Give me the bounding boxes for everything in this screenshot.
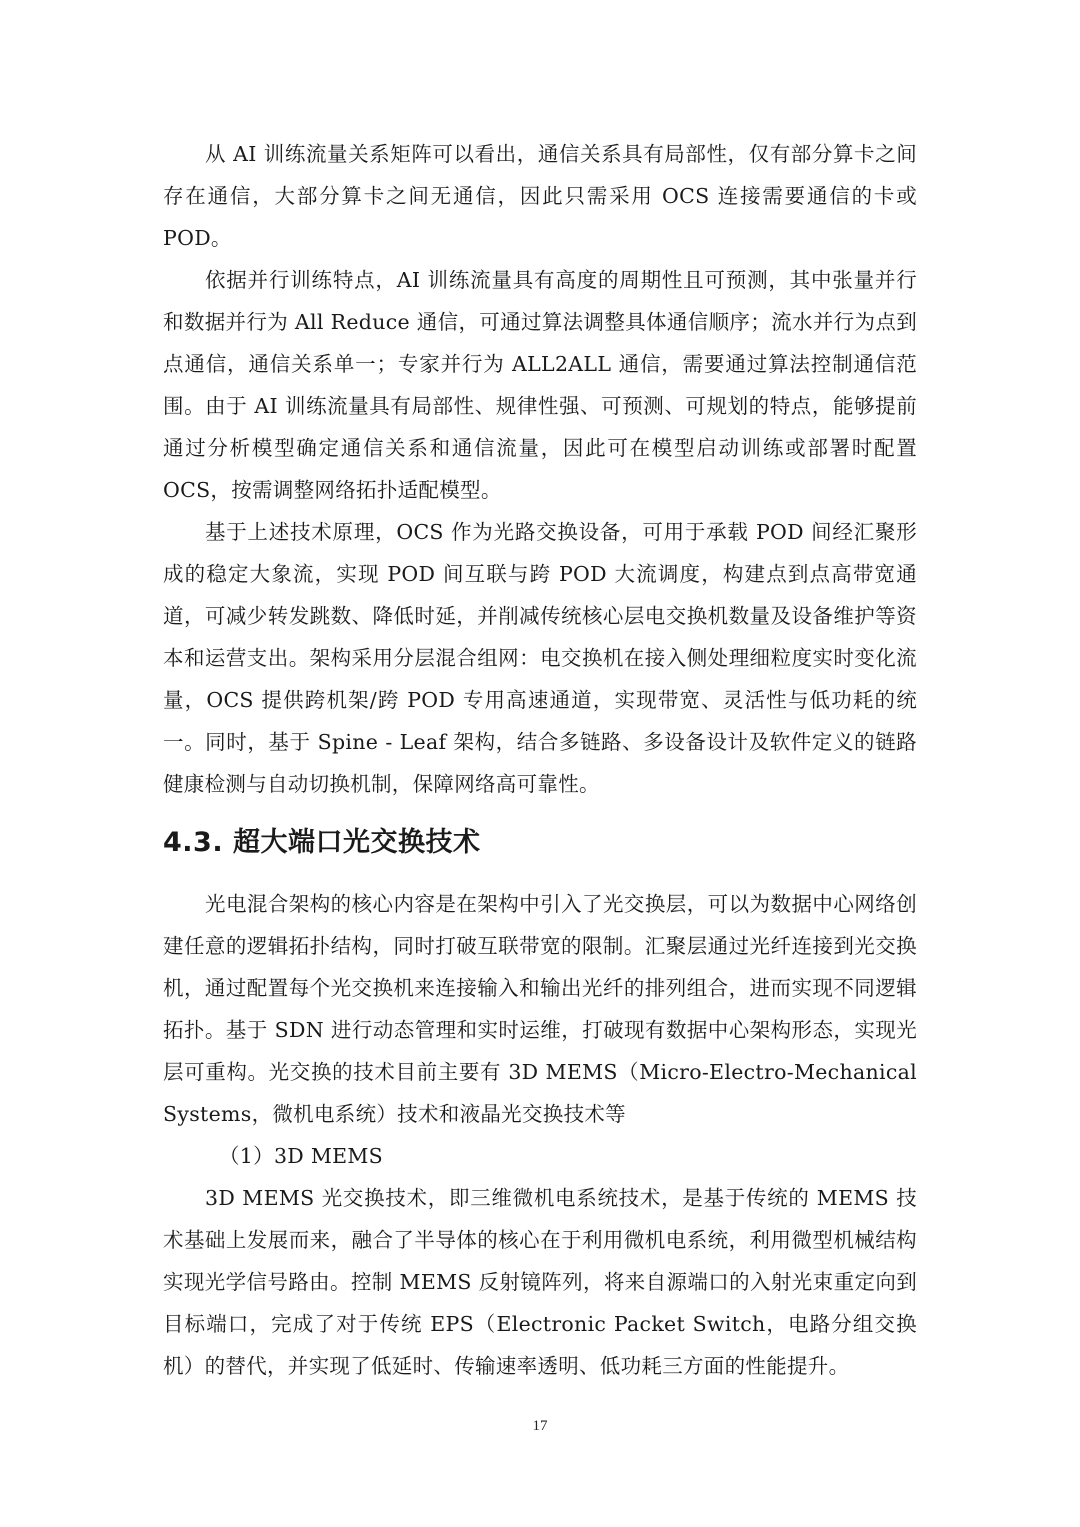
page-number: 17: [532, 1418, 548, 1434]
paragraph-traffic-matrix: 从 AI 训练流量关系矩阵可以看出，通信关系具有局部性，仅有部分算卡之间存在通信，大部分算卡之间无通信，因此只需采用 OCS 连接需要通信的卡或 POD。: [163, 142, 917, 250]
document-page: [163, 133, 917, 1387]
paragraph-parallel-training: 依据并行训练特点，AI 训练流量具有高度的周期性且可预测，其中张量并行和数据并行为 All Reduce 通信，可通过算法调整具体通信顺序；流水并行为点到点通信，通信关系单一；专家并行为 ALL2ALL 通信，需要通过算法控制通信范围。由于 AI 训练流量具有局部性、规律性强、可预测、可规划的特点，能够提前通过分析模型确定通信关系和通信流量，因此可在模型启动训练或部署时配置 OCS，按需调整网络拓扑适配模型。: [163, 268, 917, 502]
paragraph-3d-mems-description: 3D MEMS 光交换技术，即三维微机电系统技术，是基于传统的 MEMS 技术基础上发展而来，融合了半导体的核心在于利用微机电系统，利用微型机械结构实现光学信号路由。控制 MEMS 反射镜阵列，将来自源端口的入射光束重定向到目标端口，完成了对于传统 EPS（Electronic Packet Switch，电路分组交换机）的替代，并实现了低延时、传输速率透明、低功耗三方面的性能提升。: [163, 1186, 917, 1378]
sub-item-3d-mems: （1）3D MEMS: [219, 1144, 384, 1168]
paragraph-optoelectronic-architecture: 光电混合架构的核心内容是在架构中引入了光交换层，可以为数据中心网络创建任意的逻辑拓扑结构，同时打破互联带宽的限制。汇聚层通过光纤连接到光交换机，通过配置每个光交换机来连接输入和输出光纤的排列组合，进而实现不同逻辑拓扑。基于 SDN 进行动态管理和实时运维，打破现有数据中心架构形态，实现光层可重构。光交换的技术目前主要有 3D MEMS（Micro-Electro-Mechanical Systems，微机电系统）技术和液晶光交换技术等: [163, 892, 917, 1126]
paragraph-ocs-principle: 基于上述技术原理，OCS 作为光路交换设备，可用于承载 POD 间经汇聚形成的稳定大象流，实现 POD 间互联与跨 POD 大流调度，构建点到点高带宽通道，可减少转发跳数、降低时延，并削减传统核心层电交换机数量及设备维护等资本和运营支出。架构采用分层混合组网：电交换机在接入侧处理细粒度实时变化流量，OCS 提供跨机架/跨 POD 专用高速通道，实现带宽、灵活性与低功耗的统一。同时，基于 Spine - Leaf 架构，结合多链路、多设备设计及软件定义的链路健康检测与自动切换机制，保障网络高可靠性。: [163, 520, 917, 796]
section-heading-4-3: 4.3. 超大端口光交换技术: [163, 827, 481, 858]
